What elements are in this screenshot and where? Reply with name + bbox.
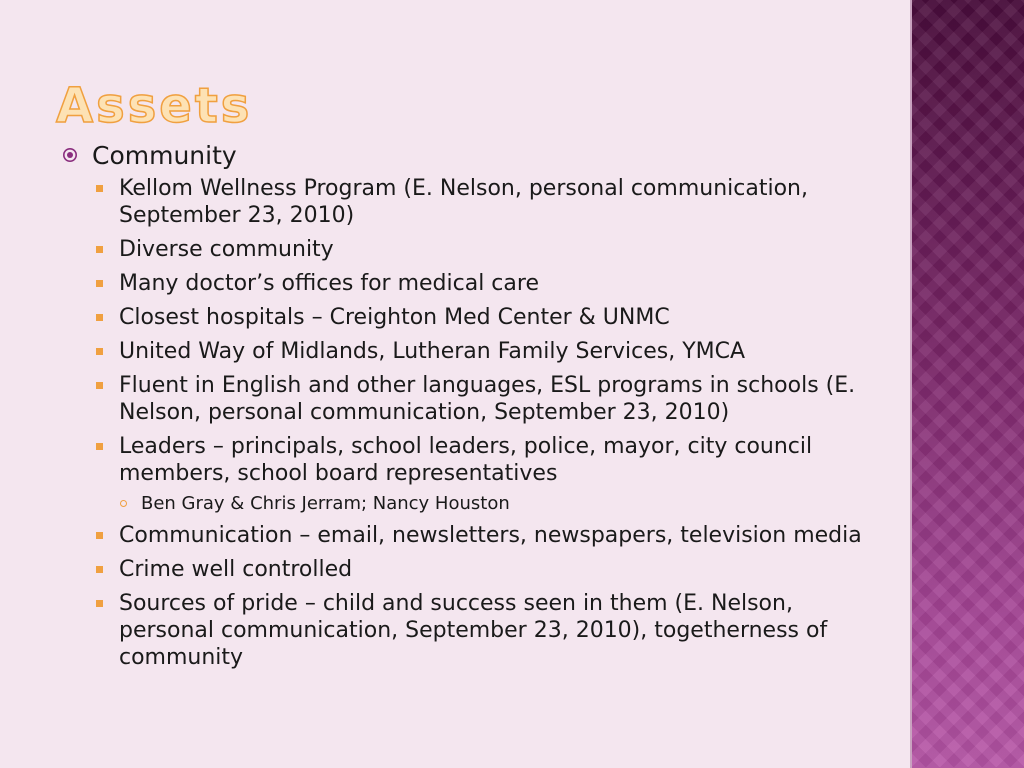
list-item-text: Kellom Wellness Program (E. Nelson, personal communication, September 23, 2010) [119,176,808,228]
bullet-community [62,140,862,171]
list-item [96,556,862,583]
list-item [96,522,862,549]
list-item [96,304,862,331]
list-item [96,236,862,263]
list-item-text: Sources of pride – child and success seen in them (E. Nelson, personal communication, September 23, 2010), togetherness of community [119,591,828,670]
sub-list-item-text: Ben Gray & Chris Jerram; Nancy Houston [141,493,510,514]
square-bullet-icon [96,280,103,287]
square-bullet-icon [96,246,103,253]
list-item-text: United Way of Midlands, Lutheran Family Services, YMCA [119,339,746,364]
list-item [96,433,862,487]
square-bullet-icon [96,600,103,607]
square-bullet-icon [96,532,103,539]
list-item-text: Communication – email, newsletters, newspapers, television media [119,523,862,548]
list-item [96,338,862,365]
sub-list-item [120,492,862,515]
list-item-text: Diverse community [119,237,334,262]
slide-title: Assets [56,78,253,134]
radio-circle-icon [62,147,78,163]
community-assets-list [62,175,862,671]
list-item [96,175,862,229]
square-bullet-icon [96,443,103,450]
square-bullet-icon [96,314,103,321]
ring-bullet-icon [120,500,127,507]
decorative-side-band [912,0,1024,768]
list-item [96,270,862,297]
square-bullet-icon [96,382,103,389]
square-bullet-icon [96,185,103,192]
list-item [96,372,862,426]
bullet-community-label: Community [92,141,237,170]
list-item [96,590,862,671]
list-item-text: Many doctor’s offices for medical care [119,271,539,296]
list-item-text: Leaders – principals, school leaders, police, mayor, city council members, school board representatives [119,434,813,486]
slide-content [62,140,862,678]
list-item-text: Fluent in English and other languages, ESL programs in schools (E. Nelson, personal communication, September 23, 2010) [119,373,856,425]
list-item-text: Crime well controlled [119,557,353,582]
square-bullet-icon [96,566,103,573]
list-item-text: Closest hospitals – Creighton Med Center & UNMC [119,305,670,330]
square-bullet-icon [96,348,103,355]
